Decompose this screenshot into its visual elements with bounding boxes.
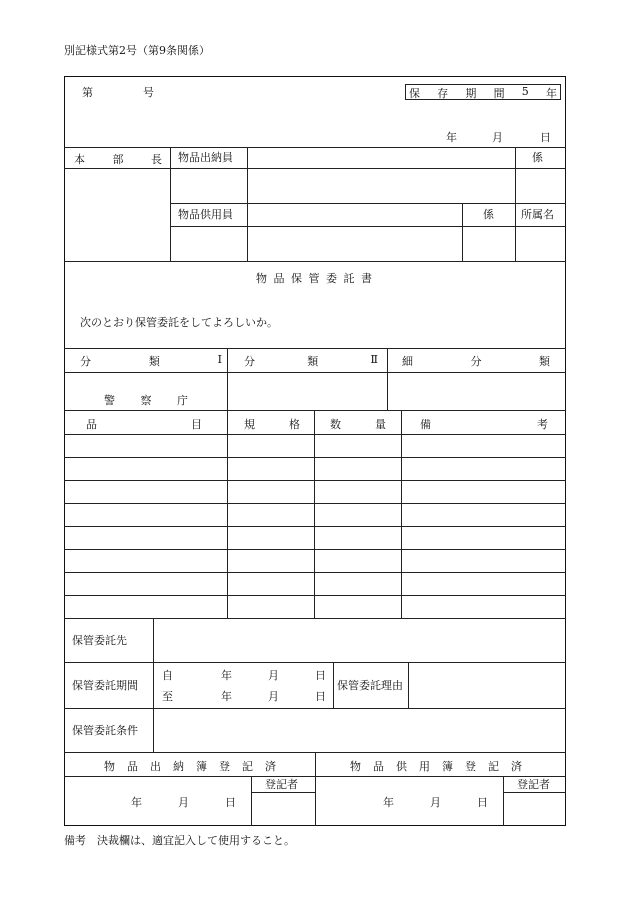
title-char: 管 — [308, 272, 320, 285]
reg1-year: 年 — [131, 796, 142, 809]
reg2-day: 日 — [477, 796, 488, 809]
registry-char: 品 — [127, 760, 138, 773]
retention-char: 保 — [409, 87, 420, 100]
detail-char: 類 — [539, 355, 550, 368]
rule — [64, 372, 566, 373]
rule — [64, 168, 566, 169]
registrar-label: 登記者 — [265, 778, 298, 791]
rule — [314, 410, 315, 618]
rule — [64, 457, 566, 458]
rule — [64, 572, 566, 573]
retention-char: 期 — [465, 87, 477, 100]
retention-char: 間 — [493, 87, 505, 100]
class2-char: Ⅱ — [370, 353, 378, 366]
retention-char: 5 — [521, 85, 529, 98]
rule — [64, 261, 566, 262]
detail-char: 細 — [402, 355, 413, 368]
registry-char: 記 — [242, 760, 253, 773]
rule — [64, 662, 566, 663]
spec-header-char: 格 — [289, 418, 300, 431]
document-title — [256, 270, 372, 286]
destination-label: 保管委託先 — [72, 634, 127, 647]
number-label-go: 号 — [143, 86, 154, 99]
honbucho-char: 長 — [151, 153, 162, 166]
rule — [503, 776, 504, 826]
rule — [153, 618, 154, 752]
rule — [251, 792, 315, 793]
item-header — [86, 416, 202, 432]
rule — [64, 549, 566, 550]
rule — [462, 203, 463, 261]
rule — [170, 226, 566, 227]
class1-value-char: 庁 — [177, 394, 188, 407]
from-month: 月 — [268, 669, 279, 682]
rule — [503, 792, 566, 793]
kyouyou-in-label: 物品供用員 — [178, 208, 233, 221]
kyouyou-bo-registered — [350, 758, 522, 774]
rule — [251, 776, 252, 826]
registry-char: 登 — [465, 760, 476, 773]
registry-char: 品 — [373, 760, 384, 773]
suitou-bo-registered — [104, 758, 276, 774]
retention-period — [409, 85, 557, 101]
registry-char: 物 — [350, 760, 361, 773]
spec-header-char: 規 — [244, 418, 255, 431]
title-char: 委 — [326, 272, 337, 285]
to-month: 月 — [268, 690, 279, 703]
rule — [515, 147, 516, 261]
kakari-label-2: 係 — [483, 208, 494, 221]
title-char: 書 — [361, 272, 372, 285]
qty-header-char: 数 — [330, 418, 341, 431]
retention-char: 存 — [437, 87, 449, 100]
detail-class-header — [402, 353, 550, 369]
request-message: 次のとおり保管委託をしてよろしいか。 — [80, 316, 278, 329]
class1-char: 分 — [80, 355, 91, 368]
from-year: 年 — [221, 669, 232, 682]
rule — [170, 147, 171, 261]
registrar-label-2: 登記者 — [517, 778, 550, 791]
class2-header — [244, 353, 378, 369]
rule — [170, 203, 566, 204]
to-day: 日 — [315, 690, 326, 703]
conditions-label: 保管委託条件 — [72, 724, 138, 737]
suitou-in-label: 物品出納員 — [178, 151, 233, 164]
period-to: 至 — [162, 690, 173, 703]
rule — [64, 503, 566, 504]
to-year: 年 — [221, 690, 232, 703]
registry-char: 登 — [219, 760, 230, 773]
honbucho-label — [74, 151, 162, 167]
kakari-label: 係 — [532, 151, 543, 164]
rule — [64, 434, 566, 435]
title-char: 品 — [273, 272, 285, 285]
rule — [64, 618, 566, 619]
rule — [64, 147, 566, 148]
item-header-char: 品 — [86, 418, 97, 431]
class1-value-char: 察 — [140, 394, 152, 407]
registry-char: 簿 — [196, 760, 207, 773]
registry-char: 済 — [265, 760, 276, 773]
detail-char: 分 — [470, 355, 482, 368]
rule — [64, 410, 566, 411]
remarks-header — [420, 416, 548, 432]
reason-label: 保管委託理由 — [337, 679, 403, 692]
class1-value — [104, 392, 188, 408]
registry-char: 簿 — [442, 760, 453, 773]
date-month: 月 — [492, 131, 503, 144]
registry-char: 用 — [419, 760, 430, 773]
rule — [64, 348, 566, 349]
class1-value-char: 警 — [104, 394, 115, 407]
rule — [64, 526, 566, 527]
registry-char: 記 — [488, 760, 499, 773]
number-label-dai: 第 — [82, 86, 93, 99]
rule — [64, 480, 566, 481]
registry-char: 済 — [511, 760, 522, 773]
date-year: 年 — [446, 131, 457, 144]
period-from: 自 — [162, 669, 173, 682]
form-label: 別記様式第2号（第9条関係） — [64, 44, 210, 57]
rule — [387, 348, 388, 410]
class1-char: 類 — [148, 355, 160, 368]
reg2-month: 月 — [430, 796, 441, 809]
shozoku-label: 所属名 — [521, 208, 554, 221]
title-char: 託 — [343, 272, 355, 285]
rule — [315, 752, 316, 826]
qty-header — [330, 416, 386, 432]
form-frame — [64, 76, 566, 826]
qty-header-char: 量 — [375, 418, 386, 431]
rule — [408, 662, 409, 708]
remarks-header-char: 備 — [420, 418, 431, 431]
spec-header — [244, 416, 300, 432]
retention-char: 年 — [545, 87, 557, 100]
honbucho-char: 本 — [74, 153, 85, 166]
class2-char: 類 — [307, 355, 319, 368]
honbucho-char: 部 — [112, 153, 124, 166]
rule — [247, 147, 248, 261]
reg1-month: 月 — [178, 796, 189, 809]
remarks-header-char: 考 — [537, 418, 548, 431]
footnote: 備考 決裁欄は、適宜記入して使用すること。 — [64, 834, 295, 847]
class1-char: Ⅰ — [217, 353, 222, 366]
date-day: 日 — [540, 131, 551, 144]
period-label: 保管委託期間 — [72, 679, 138, 692]
registry-char: 供 — [396, 760, 407, 773]
class2-char: 分 — [244, 355, 255, 368]
rule — [64, 708, 566, 709]
rule — [227, 348, 228, 410]
title-char: 保 — [291, 272, 302, 285]
reg2-year: 年 — [383, 796, 394, 809]
item-header-char: 目 — [191, 418, 202, 431]
rule — [333, 662, 334, 708]
reg1-day: 日 — [225, 796, 236, 809]
title-char: 物 — [256, 272, 267, 285]
rule — [64, 595, 566, 596]
rule — [401, 410, 402, 618]
registry-char: 物 — [104, 760, 115, 773]
registry-char: 納 — [173, 760, 184, 773]
registry-char: 出 — [150, 760, 161, 773]
class1-header — [80, 353, 222, 369]
from-day: 日 — [315, 669, 326, 682]
rule — [227, 410, 228, 618]
